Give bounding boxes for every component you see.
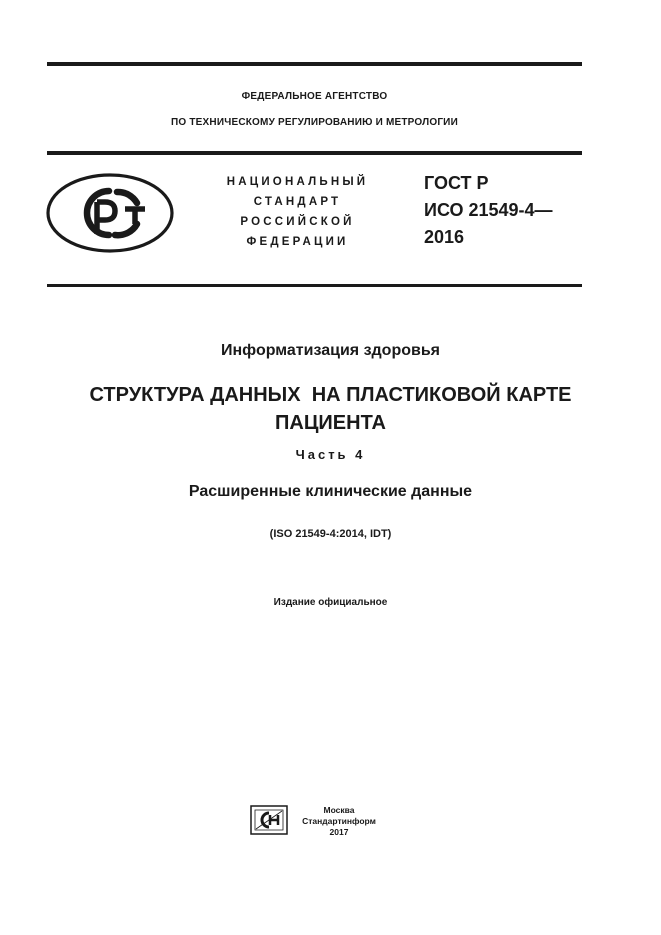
title-line-2: ПАЦИЕНТА [275,412,386,434]
title-line-1: СТРУКТУРА ДАННЫХ НА ПЛАСТИКОВОЙ КАРТЕ [89,384,572,406]
standard-type-line: ФЕДЕРАЦИИ [246,236,349,248]
iso-reference: (ISO 21549-4:2014, IDT) [269,528,392,540]
standard-type-line: НАЦИОНАЛЬНЫЙ [226,176,369,188]
edition-note: Издание официальное [273,597,388,608]
header-rule [47,151,582,155]
part-number: Часть 4 [295,447,366,462]
designation-line-3: 2016 [424,227,465,247]
publisher-info [294,805,384,838]
publisher-name: Стандартинформ [302,816,376,826]
part-name: Расширенные клинические данные [188,483,473,500]
standartinform-logo-icon [250,805,288,835]
standard-type-line: СТАНДАРТ [253,196,342,208]
agency-line-1: ФЕДЕРАЛЬНОЕ АГЕНТСТВО [241,91,388,102]
standard-designation [424,170,553,251]
document-title [0,381,661,437]
standard-type-line: РОССИЙСКОЙ [240,216,355,228]
standard-type [210,172,385,252]
publication-year: 2017 [329,827,349,837]
publisher-city: Москва [323,805,355,815]
gost-r-logo-icon [45,172,175,254]
designation-line-1: ГОСТ Р [424,173,489,193]
top-rule [47,62,582,66]
title-rule [47,284,582,287]
agency-line-2: ПО ТЕХНИЧЕСКОМУ РЕГУЛИРОВАНИЮ И МЕТРОЛОГИИ [171,117,458,128]
designation-line-2: ИСО 21549-4— [424,200,553,220]
document-subject: Информатизация здоровья [220,342,440,359]
